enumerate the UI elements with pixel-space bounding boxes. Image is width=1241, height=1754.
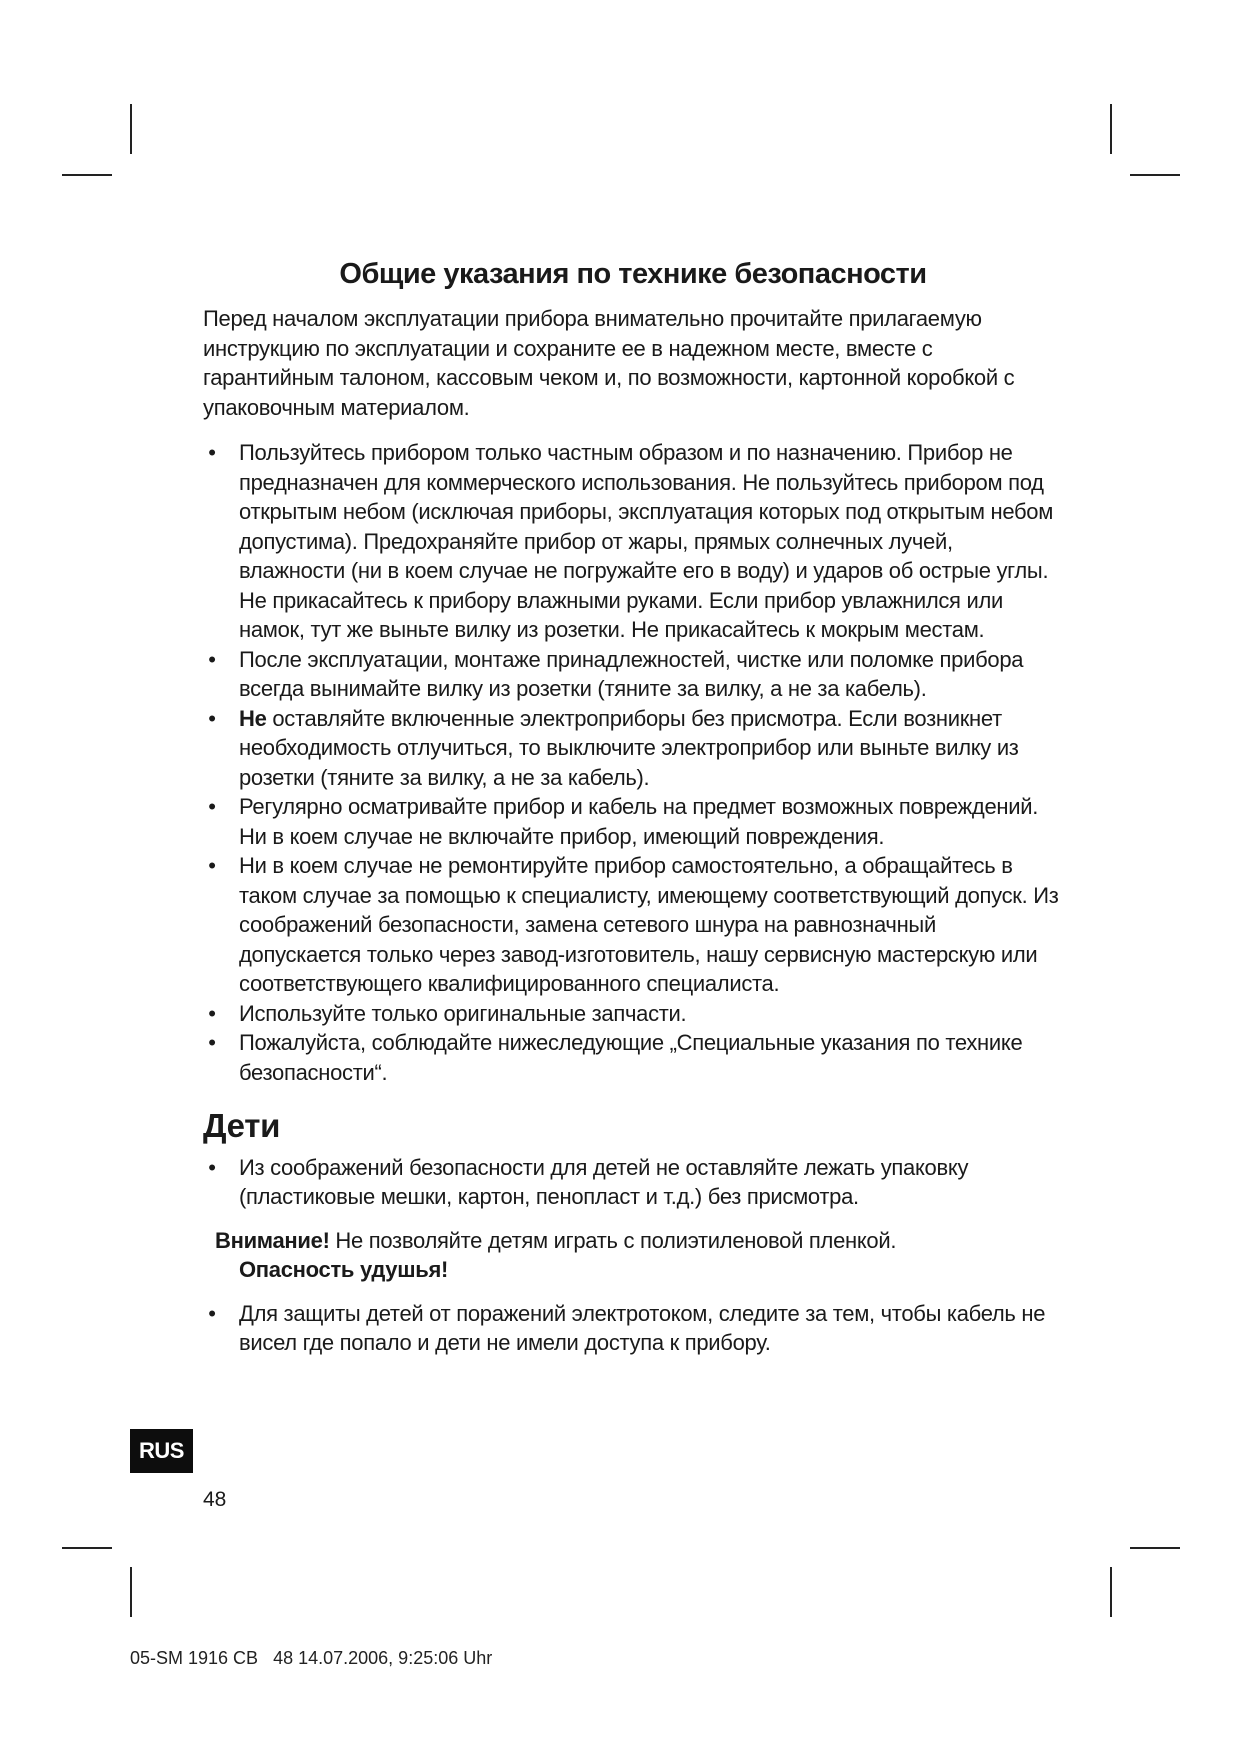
children-bullet-list-2 <box>203 1299 1063 1358</box>
list-item: • Используйте только оригинальные запчасти. <box>203 999 1063 1029</box>
danger-label: Опасность удушья! <box>239 1257 449 1282</box>
language-badge: RUS <box>130 1429 193 1473</box>
crop-mark-top-right-vertical <box>1110 104 1112 154</box>
bullet-symbol: • <box>208 440 216 465</box>
list-item: • После эксплуатации, монтаже принадлежностей, чистке или поломке прибора всегда вынимайте вилку из розетки (тяните за вилку, а не за кабель). <box>203 645 1063 704</box>
list-item: • Не оставляйте включенные электроприборы без присмотра. Если возникнет необходимость отлучиться, то выключите электроприбор или выньте вилку из розетки (тяните за вилку, а не за кабель). <box>203 704 1063 793</box>
list-item: • Для защиты детей от поражений электротоком, следите за тем, чтобы кабель не висел где попало и дети не имели доступа к прибору. <box>203 1299 1063 1358</box>
warning-block <box>203 1226 1063 1285</box>
crop-mark-bottom-right-horizontal <box>1130 1547 1180 1549</box>
page-title: Общие указания по технике безопасности <box>339 258 927 290</box>
bullet-symbol: • <box>208 1000 216 1026</box>
crop-mark-top-left-vertical <box>130 104 132 154</box>
intro-paragraph: Перед началом эксплуатации прибора внимательно прочитайте прилагаемую инструкцию по эксплуатации и сохраните ее в надежном месте, вместе с гарантийным талоном, кассовым чеком и, по возможности, картонной коробкой с упаковочным материалом. <box>203 306 1015 420</box>
bullet-symbol: • <box>208 646 216 672</box>
list-item: • Пожалуйста, соблюдайте нижеследующие „Специальные указания по технике безопасности“. <box>203 1028 1063 1087</box>
list-item: • Ни в коем случае не ремонтируйте прибор самостоятельно, а обращайтесь в таком случае за помощью к специалисту, имеющему соответствующий допуск. Из соображений безопасности, замена сетевого шнура на равнозначный допускается только через завод-изготовитель, нашу сервисную мастерскую или соответствующего квалифицированного специалиста. <box>203 851 1063 999</box>
emphasis-not: Не <box>239 705 267 731</box>
children-heading: Дети <box>203 1107 281 1144</box>
bullet-symbol: • <box>208 705 216 731</box>
crop-mark-bottom-left-vertical <box>130 1567 132 1617</box>
page-content <box>203 256 1063 1358</box>
list-item: • Пользуйтесь прибором только частным образом и по назначению. Прибор не предназначен для коммерческого использования. Не пользуйтесь прибором под открытым небом (исключая приборы, эксплуатация которых под открытым небом допустима). Предохраняйте прибор от жары, прямых солнечных лучей, влажности (ни в коем случае не погружайте его в воду) и ударов об острые углы. Не прикасайтесь к прибору влажными руками. Если прибор увлажнился или намок, тут же выньте вилку из розетки. Не прикасайтесь к мокрым местам. <box>203 438 1063 645</box>
bullet-symbol: • <box>208 1300 216 1326</box>
crop-mark-bottom-left-horizontal <box>62 1547 112 1549</box>
list-item: • Из соображений безопасности для детей не оставляйте лежать упаковку (пластиковые мешки, картон, пенопласт и т.д.) без присмотра. <box>203 1153 1063 1212</box>
crop-mark-top-right-horizontal <box>1130 174 1180 176</box>
bullet-symbol: • <box>208 853 216 878</box>
bullet-symbol: • <box>208 1154 216 1180</box>
list-item: • Регулярно осматривайте прибор и кабель на предмет возможных повреждений. Ни в коем случае не включайте прибор, имеющий повреждения. <box>203 792 1063 851</box>
safety-bullet-list <box>203 438 1063 1087</box>
page-number: 48 <box>203 1488 227 1511</box>
children-bullet-list <box>203 1153 1063 1212</box>
crop-mark-top-left-horizontal <box>62 174 112 176</box>
bullet-symbol: • <box>208 1030 216 1055</box>
warning-text: Не позволяйте детям играть с полиэтиленовой пленкой. <box>329 1227 897 1253</box>
crop-mark-bottom-right-vertical <box>1110 1567 1112 1617</box>
bullet-symbol: • <box>208 794 216 819</box>
warning-label: Внимание! <box>215 1227 330 1253</box>
print-footer: 05-SM 1916 CB 48 14.07.2006, 9:25:06 Uhr <box>130 1648 493 1668</box>
